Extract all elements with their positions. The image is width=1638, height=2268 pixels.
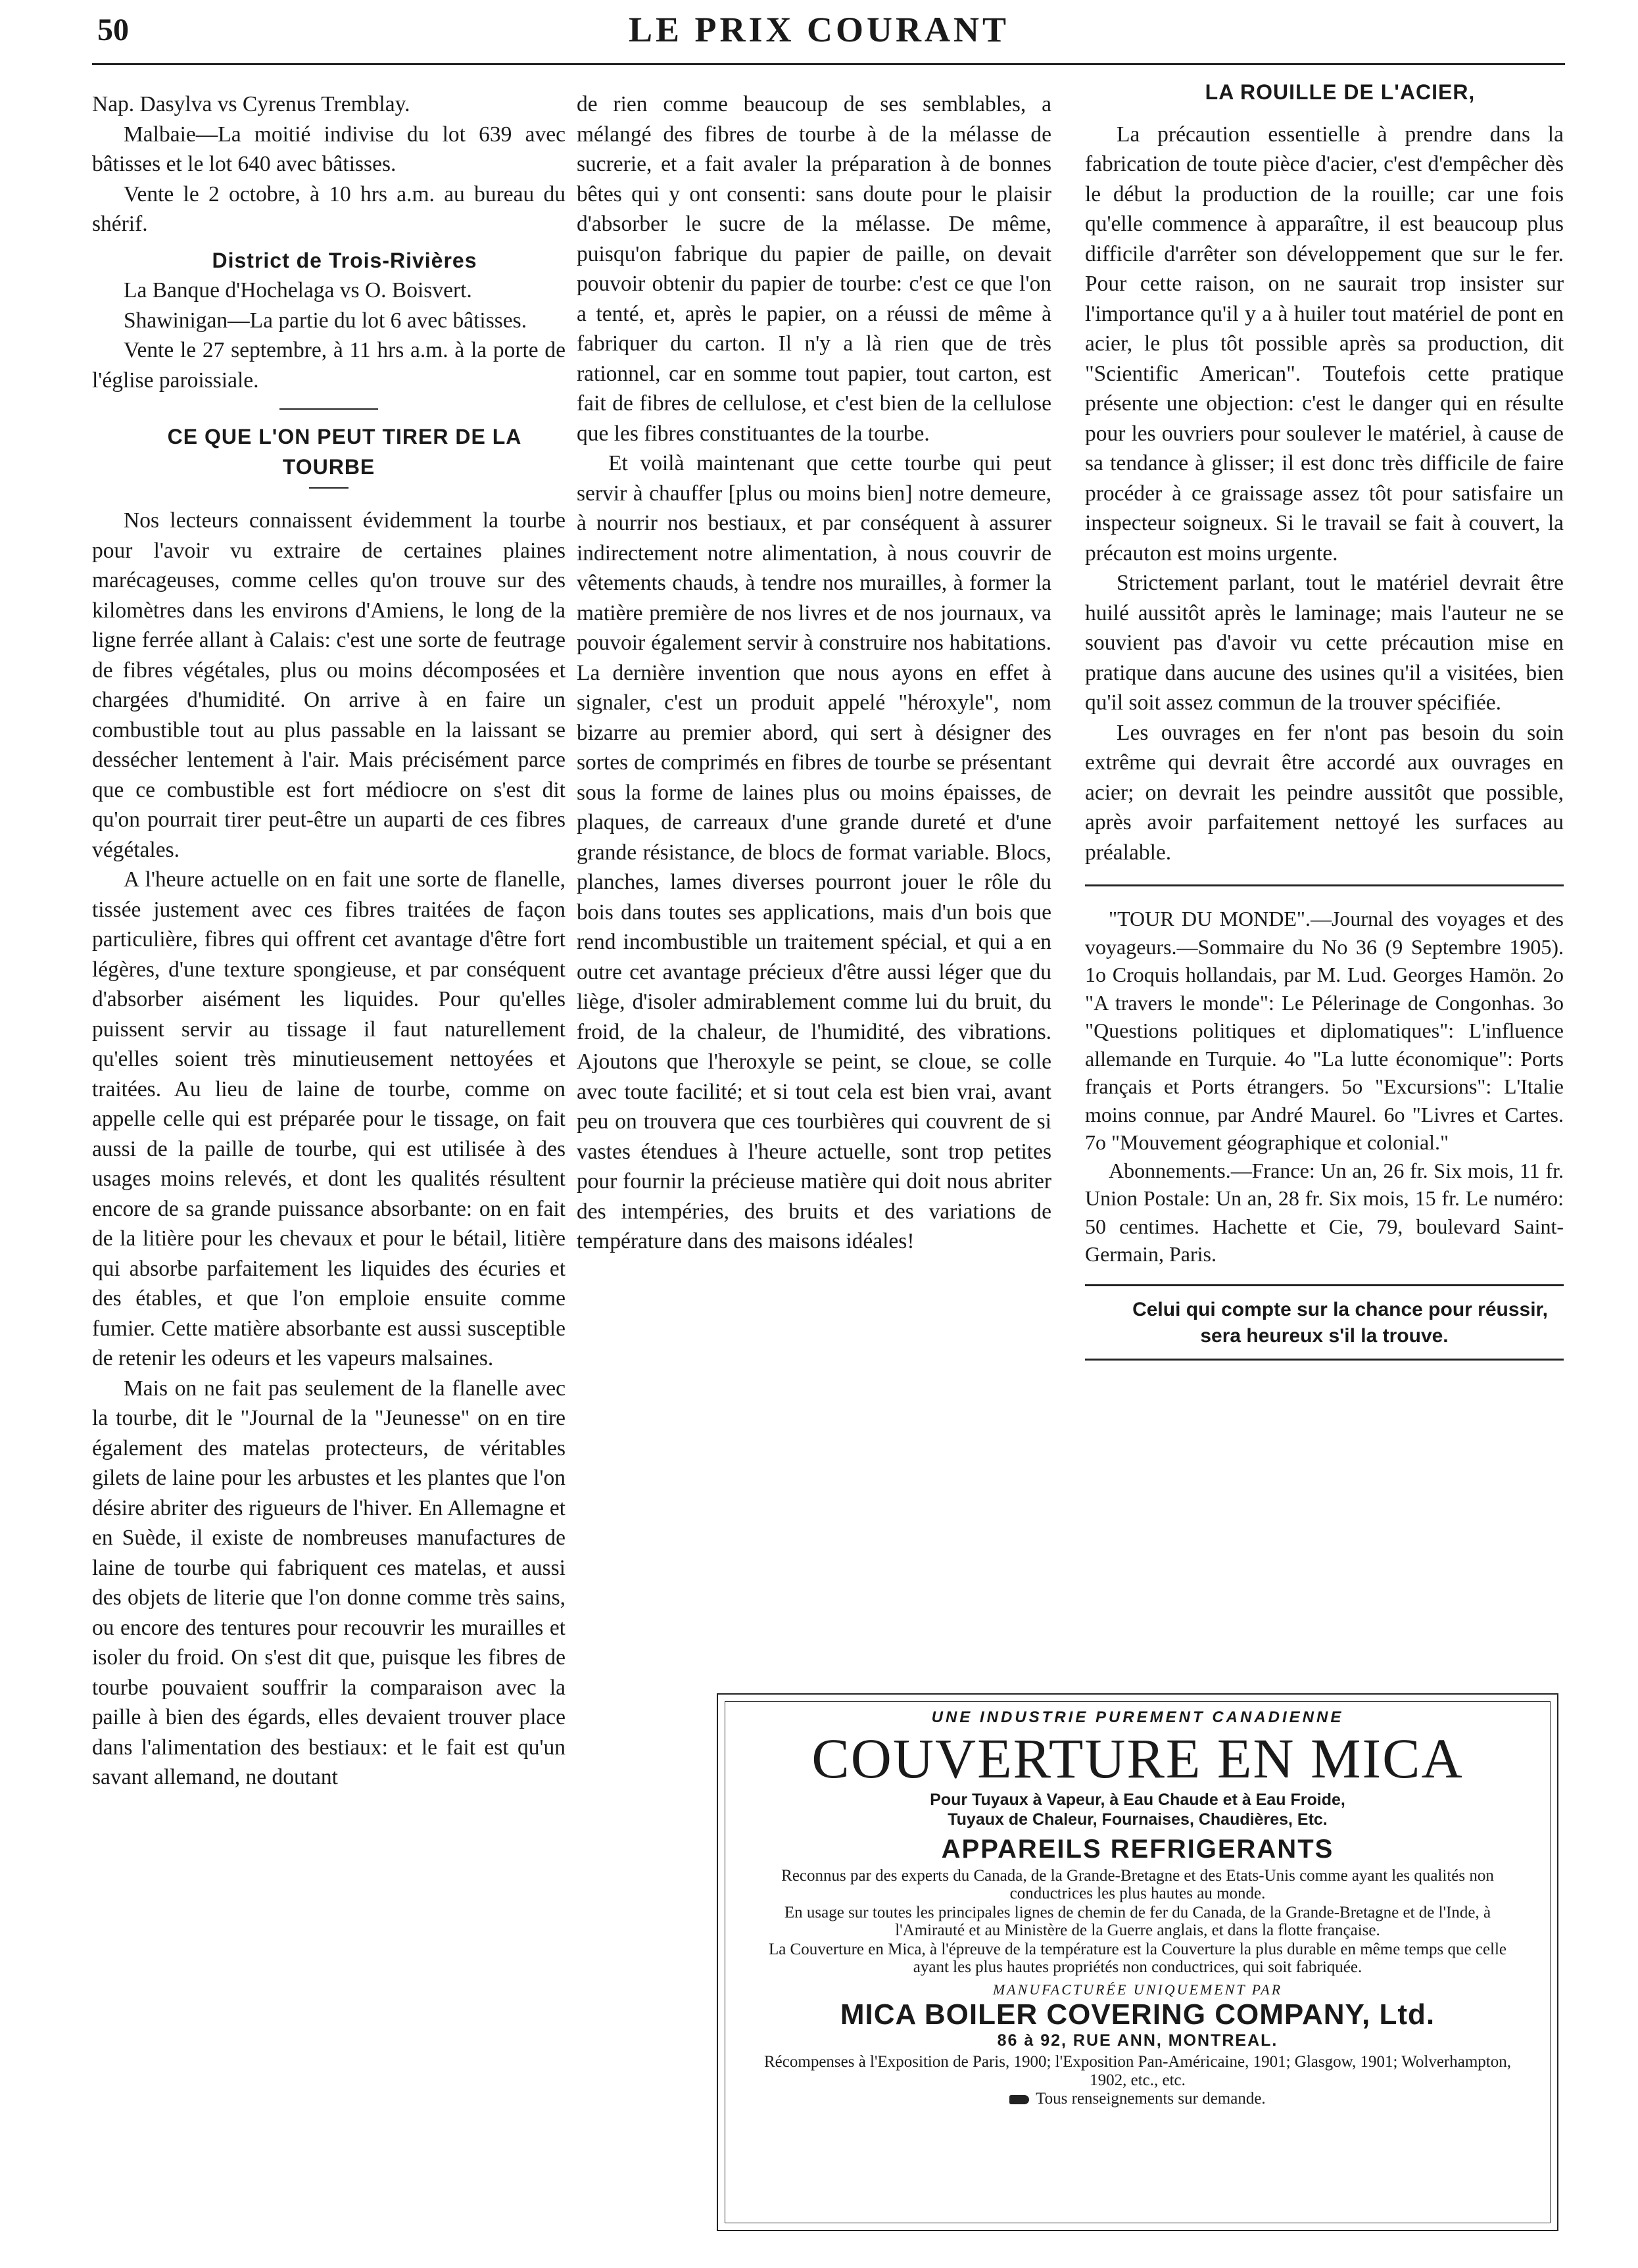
ad-manufactured-by: MANUFACTURÉE UNIQUEMENT PAR [992,1981,1283,1998]
section-divider [1085,1284,1564,1286]
legal-notice-line: Nap. Dasylva vs Cyrenus Tremblay. [92,92,410,116]
ad-tagline: UNE INDUSTRIE PUREMENT CANADIENNE [931,1708,1344,1726]
article-title-rouille: LA ROUILLE DE L'ACIER, [1205,80,1476,104]
mica-advertisement [717,1693,1558,2231]
legal-notice-line: Malbaie—La moitié indivise du lot 639 avec bâtisses et le lot 640 avec bâtisses. [92,122,566,176]
proverb: Celui qui compte sur la chance pour réussir, sera heureux s'il la trouve. [1132,1298,1548,1347]
ad-address: 86 à 92, RUE ANN, MONTREAL. [997,2031,1278,2050]
ad-awards: Récompenses à l'Exposition de Paris, 1900; l'Exposition Pan-Américaine, 1901; Glasgow, 1901; Wolverhampton, 1902, etc., etc. [764,2053,1511,2089]
article-paragraph: La précaution essentielle à prendre dans la fabrication de toute pièce d'acier, c'est d'empêcher dès le début la production de la rouille; car une fois qu'elle commence à apparaître, il est beaucoup plus difficile d'arrêter son développement que sur le fer. Pour cette raison, on ne saurait trop insister sur l'importance qu'il y a à huiler tout matériel de pont en acier, le plus tôt possible après sa production, dit "Scientific American". Toutefois cette pratique présente une objection: c'est le danger qui en résulte pour les ouvriers pour soulever le matériel, à cause de sa tendance à glisser; il est donc très difficile de faire procéder à ce graissage assez tôt pour satisfaire un inspecteur soigneux. Si le travail se fait à couvert, la précauton est moins urgente. [1085,122,1564,566]
column-3 [1085,78,1564,1361]
title-divider [309,487,349,489]
tour-du-monde-text: "TOUR DU MONDE".—Journal des voyages et des voyageurs.—Sommaire du No 36 (9 Septembre 1905). 1o Croquis hollandais, par M. Lud. Georges Hamön. 2o "A travers le monde": Le Pélerinage de Congonhas. 3o "Questions politiques et diplomatiques": L'influence allemande en Turquie. 4o "La lutte économique": Ports français et Ports étrangers. 5o "Excursions": L'Italie moins connue, par André Maurel. 6o "Livres et Cartes. 7o "Mouvement géographique et colonial." [1085,907,1564,1154]
ad-body-paragraph: La Couverture en Mica, à l'épreuve de la température est la Couverture la plus durable en même temps que celle ayant les plus hautes propriétés non conductrices, qui soit fabriquée. [768,1941,1507,1976]
article-paragraph: Strictement parlant, tout le matériel devrait être huilé aussitôt après le laminage; mais l'auteur ne se souvient pas d'avoir vu cette précaution mise en pratique dans aucune des usines qu'il a visitées, bien qu'il soit assez commun de la trouver spécifiée. [1085,571,1564,715]
ad-company-name: MICA BOILER COVERING COMPANY, Ltd. [840,1998,1435,2031]
tour-du-monde-notice [1085,905,1564,1268]
ad-info-line [752,2090,1524,2108]
ad-inner-border [725,1701,1551,2223]
article-paragraph: Nos lecteurs connaissent évidemment la tourbe pour l'avoir vu extraire de certaines plaines marécageuses, comme celles qu'on trouve sur des kilomètres dans les environs d'Amiens, le long de la ligne ferrée allant à Calais: c'est une sorte de feutrage de fibres végétales, plus ou moins décomposées et chargées d'humidité. On arrive à en faire un combustible tout au plus passable en la laissant se dessécher lentement à l'air. Mais précisément parce que ce combustible est fort médiocre on s'est dit qu'on pourrait tirer peut-être un auparti de ces fibres végétales. [92,508,566,862]
ad-body-paragraph: Reconnus par des experts du Canada, de la Grande-Bretagne et des Etats-Unis comme ayant les qualités non conductrices les plus hautes au monde. [781,1867,1494,1902]
column-2 [577,89,1051,1257]
ad-title: COUVERTURE EN MICA [811,1727,1464,1790]
legal-notice-line: Vente le 27 septembre, à 11 hrs a.m. à la porte de l'église paroissiale. [92,338,566,393]
district-heading: District de Trois-Rivières [212,248,477,272]
column-1 [92,89,566,1793]
section-divider [1085,1359,1564,1361]
ad-info-text: Tous renseignements sur demande. [1036,2090,1266,2108]
section-divider [1085,884,1564,886]
ad-subtitle: Tuyaux de Chaleur, Fournaises, Chaudières, Etc. [948,1810,1328,1829]
article-paragraph: Mais on ne fait pas seulement de la flanelle avec la tourbe, dit le "Journal de la "Jeunesse" on en tire également des matelas protecteurs, de véritables gilets de laine pour les arbustes et les plantes que l'on désire abriter des rigueurs de l'hiver. En Allemagne et en Suède, il existe de nombreuses manufactures de laine de tourbe qui fabriquent ces matelas, et aussi des objets de literie que l'on donne comme très sains, ou encore des tentures pour recouvrir les murailles et isoler du froid. On s'est dit que, puisque les fibres de tourbe pouvaient souffrir la comparaison avec la paille à bien des égards, elles devaient trouver place dans l'alimentation des bestiaux: et le fait est qu'un savant allemand, ne doutant [92,1376,566,1789]
ad-subtitle: Pour Tuyaux à Vapeur, à Eau Chaude et à Eau Froide, [930,1791,1345,1809]
legal-notice-line: La Banque d'Hochelaga vs O. Boisvert. [124,278,472,302]
ad-body-paragraph: En usage sur toutes les principales lignes de chemin de fer du Canada, de la Grande-Bretagne et de l'Inde, à l'Amirauté et au Ministère de la Guerre anglais, et dans la flotte française. [784,1904,1491,1939]
legal-notice-line: Shawinigan—La partie du lot 6 avec bâtisses. [124,308,527,333]
page-number: 50 [97,12,129,47]
ad-heading: APPAREILS REFRIGERANTS [941,1835,1334,1864]
header-rule [92,63,1565,65]
article-paragraph: de rien comme beaucoup de ses semblables, a mélangé des fibres de tourbe à de la mélasse de sucrerie, et a fait avaler la préparation à de bonnes bêtes qui y ont consenti: sans doute pour le plaisir d'absorber le sucre de la mélasse. De même, puisqu'on fabrique du papier de paille, on devait pouvoir obtenir du papier de tourbe: c'est ce que l'on a tenté, et, après le papier, on a réussi de même à fabriquer du carton. Il n'y a là rien que de très rationnel, car en somme tout papier, tout carton, est fait de fibres de cellulose, et c'est bien de la cellulose que les fibres constituantes de la tourbe. [577,92,1051,446]
pointing-hand-icon [1009,2095,1029,2104]
article-title-tourbe: CE QUE L'ON PEUT TIRER DE LA TOURBE [167,425,522,479]
article-paragraph: Les ouvrages en fer n'ont pas besoin du soin extrême qui devrait être accordé aux ouvrages en acier; on devrait les peindre aussitôt que possible, après avoir parfaitement nettoyé les surfaces au préalable. [1085,720,1564,865]
masthead-title: LE PRIX COURANT [628,10,1010,49]
article-paragraph: Et voilà maintenant que cette tourbe qui peut servir à chauffer [plus ou moins bien] notre demeure, à nourrir nos bestiaux, et par conséquent à assurer indirectement notre alimentation, à nous couvrir de vêtements chauds, à tendre nos murailles, à former la matière première de nos livres et de nos journaux, va pouvoir également servir à construire nos habitations. La dernière invention que nous ayons en effet à signaler, c'est un produit appelé "héroxyle", nom bizarre au premier abord, qui sert à désigner des sortes de comprimés en fibres de tourbe se présentant sous la forme de laines plus ou moins épaisses, de plaques, de carreaux d'une grande dureté et d'une grande résistance, de blocs de format variable. Blocs, planches, lames diverses pourront jouer le rôle du bois dans toutes ses applications, mais d'un bois que rend incombustible un traitement spécial, et qui a en outre cet avantage précieux d'être aussi léger que du liège, d'isoler admirablement comme lui du bruit, du froid, de la chaleur, de l'humidité, des vibrations. Ajoutons que l'heroxyle se peint, se cloue, se colle avec toute facilité; et si tout cela est bien vrai, avant peu on trouvera que ces tourbières qui couvrent de si vastes étendues à l'heure actuelle, sont trop petites pour fournir la précieuse matière qui doit nous abriter des intempéries, des bruits et des variations de température dans des maisons idéales! [577,451,1051,1253]
ad-body [752,1867,1524,1976]
section-divider [279,408,378,410]
abonnements-text: Abonnements.—France: Un an, 26 fr. Six mois, 11 fr. Union Postale: Un an, 28 fr. Six mois, 15 fr. Le numéro: 50 centimes. Hachette et Cie, 79, boulevard Saint-Germain, Paris. [1085,1158,1564,1266]
article-paragraph: A l'heure actuelle on en fait une sorte de flanelle, tissée justement avec ces fibres traitées de façon particulière, fibres qui offrent cet avantage d'être fort légères, d'une texture spongieuse, et par conséquent d'absorber aisément les liquides. Pour qu'elles puissent servir au tissage il faut naturellement qu'elles soient très minutieusement nettoyées et traitées. Au lieu de laine de tourbe, comme on appelle celle qui est préparée pour le tissage, on fait aussi de la paille de tourbe, qui est utilisée à des usages moins relevés, et dont les qualités résultent encore de sa grande puissance absorbante: on en fait de la litière pour les chevaux et pour le bétail, litière qui absorbe parfaitement les liquides des écuries et des étables, et que l'on emploie ensuite comme fumier. Cette matière absorbante est aussi susceptible de retenir les odeurs et les vapeurs malsaines. [92,867,566,1370]
legal-notice-line: Vente le 2 octobre, à 10 hrs a.m. au bureau du shérif. [92,181,566,236]
